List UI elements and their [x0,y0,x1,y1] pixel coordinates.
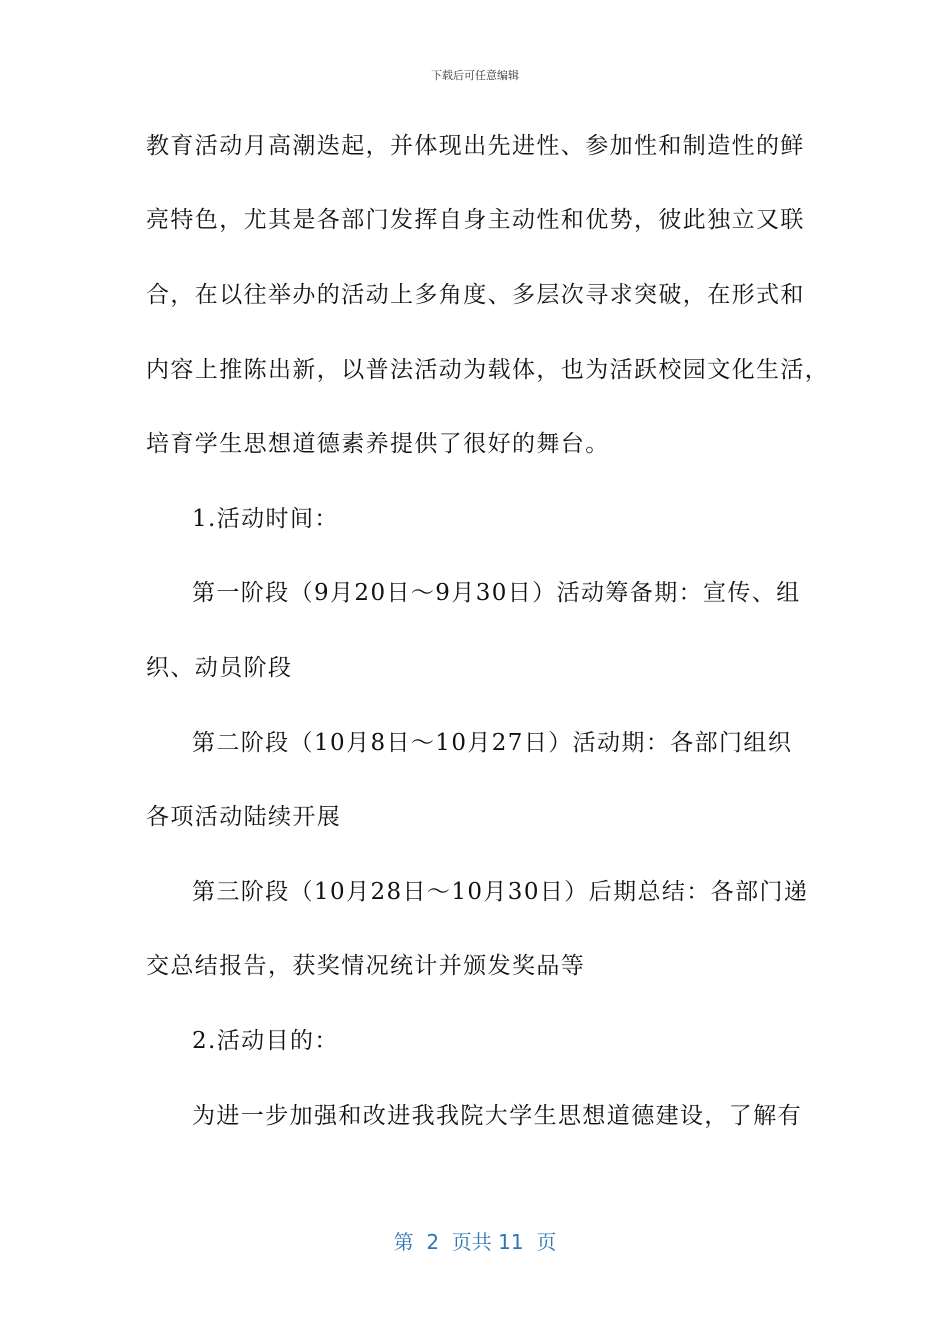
body-text-line: 为进一步加强和改进我我院大学生思想道德建设，了解有 [192,1103,802,1129]
body-text-line: 第二阶段（10月8日～10月27日）活动期：各部门组织 [192,730,793,756]
section-heading-activity-time: 1.活动时间： [192,506,339,532]
body-text-line: 亮特色，尤其是各部门发挥自身主动性和优势，彼此独立又联 [146,207,805,233]
body-text-line: 第三阶段（10月28日～10月30日）后期总结：各部门递 [192,879,809,905]
page-indicator: 第 2 页共 11 页 [393,1230,557,1254]
body-text-line: 培育学生思想道德素养提供了很好的舞台。 [146,431,610,457]
body-text-line: 合，在以往举办的活动上多角度、多层次寻求突破，在形式和 [146,282,805,308]
body-text-line: 织、动员阶段 [146,655,293,681]
body-text-line: 各项活动陆续开展 [146,804,342,830]
body-text-line: 交总结报告，获奖情况统计并颁发奖品等 [146,953,586,979]
section-heading-activity-purpose: 2.活动目的： [192,1028,339,1054]
body-text-line: 内容上推陈出新，以普法活动为载体，也为活跃校园文化生活， [146,357,830,383]
body-text-line: 第一阶段（9月20日～9月30日）活动筹备期：宣传、组 [192,580,801,606]
header-note: 下载后可任意编辑 [431,69,519,82]
body-text-line: 教育活动月高潮迭起，并体现出先进性、参加性和制造性的鲜 [146,133,805,159]
